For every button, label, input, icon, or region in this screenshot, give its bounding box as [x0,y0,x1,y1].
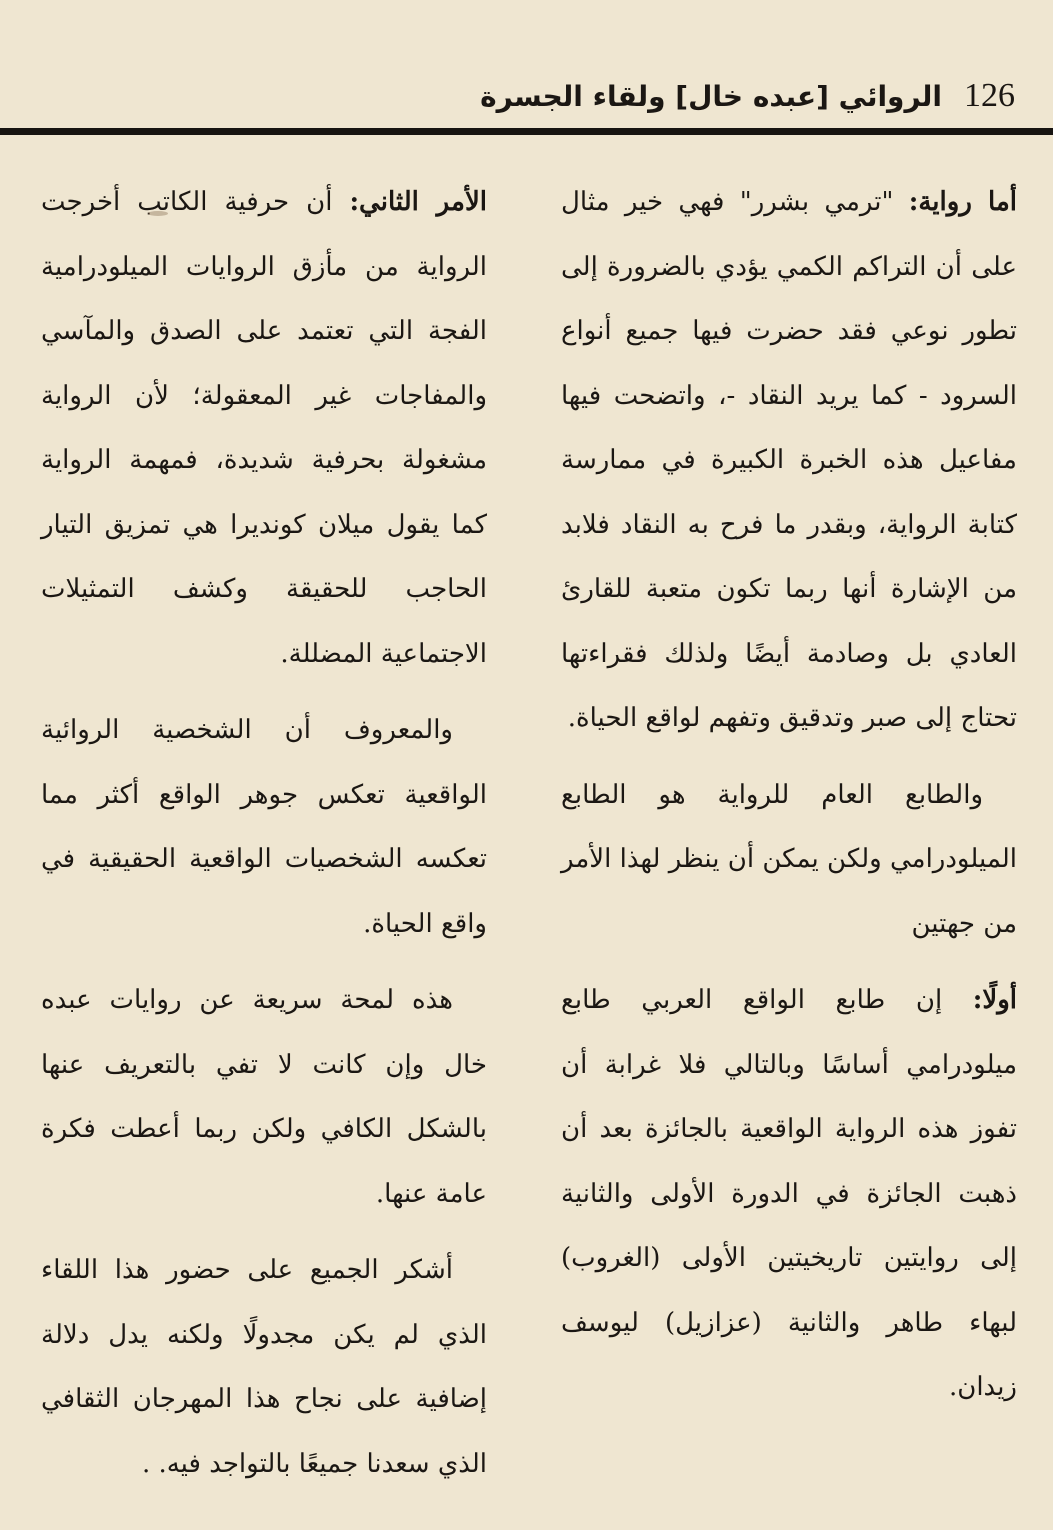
right-column [561,170,1017,1420]
paragraph [561,170,1017,751]
paragraph-text: "ترمي بشرر" فهي خير مثال على أن التراكم الكمي يؤدي بالضرورة إلى تطور نوعي فقد حضرت فيها جميع أنواع السرود - كما يريد النقاد -، واتضحت فيها مفاعيل هذه الخبرة الكبيرة في ممارسة كتابة الرواية، وبقدر ما فرح به النقاد فلابد من الإشارة أنها ربما تكون متعبة للقارئ العادي بل وصادمة أيضًا ولذلك فقراءتها تحتاج إلى صبر وتدقيق وتفهم لواقع الحياة. [561,187,1017,733]
paragraph [561,968,1017,1420]
page-header [470,70,1015,122]
header-rule [0,128,1053,135]
page-number: 126 [964,77,1015,114]
paragraph [41,698,487,956]
paragraph-text: والمعروف أن الشخصية الروائية الواقعية تعكس جوهر الواقع أكثر مما تعكسه الشخصيات الواقعية الحقيقية في واقع الحياة. [41,715,487,939]
left-column [41,170,487,1496]
paragraph-lead: أولًا: [972,985,1017,1015]
paragraph-text: أن حرفية الكاتب أخرجت الرواية من مأزق الروايات الميلودرامية الفجة التي تعتمد على الصدق والمآسي والمفاجات غير المعقولة؛ لأن الرواية مشغولة بحرفية شديدة، فمهمة الرواية كما يقول ميلان كونديرا هي تمزيق التيار الحاجب للحقيقة وكشف التمثيلات الاجتماعية المضللة. [41,187,487,669]
paragraph [41,1238,487,1496]
paragraph [41,968,487,1226]
paragraph [41,170,487,686]
paragraph-text: أشكر الجميع على حضور هذا اللقاء الذي لم يكن مجدولًا ولكنه يدل دلالة إضافية على نجاح هذا المهرجان الثقافي الذي سعدنا جميعًا بالتواجد فيه. . [41,1255,487,1479]
paragraph-lead: الأمر الثاني: [349,187,487,217]
paragraph-text: والطابع العام للرواية هو الطابع الميلودرامي ولكن يمكن أن ينظر لهذا الأمر من جهتين [561,779,1017,939]
paragraph-text: إن طابع الواقع العربي طابع ميلودرامي أساسًا وبالتالي فلا غرابة أن تفوز هذه الرواية الواقعية بالجائزة بعد أن ذهبت الجائزة في الدورة الأولى والثانية إلى روايتين تاريخيتين الأولى (الغروب) لبهاء طاهر والثانية (عزازيل) ليوسف زيدان. [561,985,1017,1402]
running-title: الروائي [عبده خال] ولقاء الجسرة [480,79,942,113]
ink-smudge [148,211,168,216]
paragraph [561,763,1017,957]
paragraph-text: هذه لمحة سريعة عن روايات عبده خال وإن كانت لا تفي بالتعريف عنها بالشكل الكافي ولكن ربما أعطت فكرة عامة عنها. [41,985,487,1209]
paragraph-lead: أما رواية: [908,187,1018,217]
